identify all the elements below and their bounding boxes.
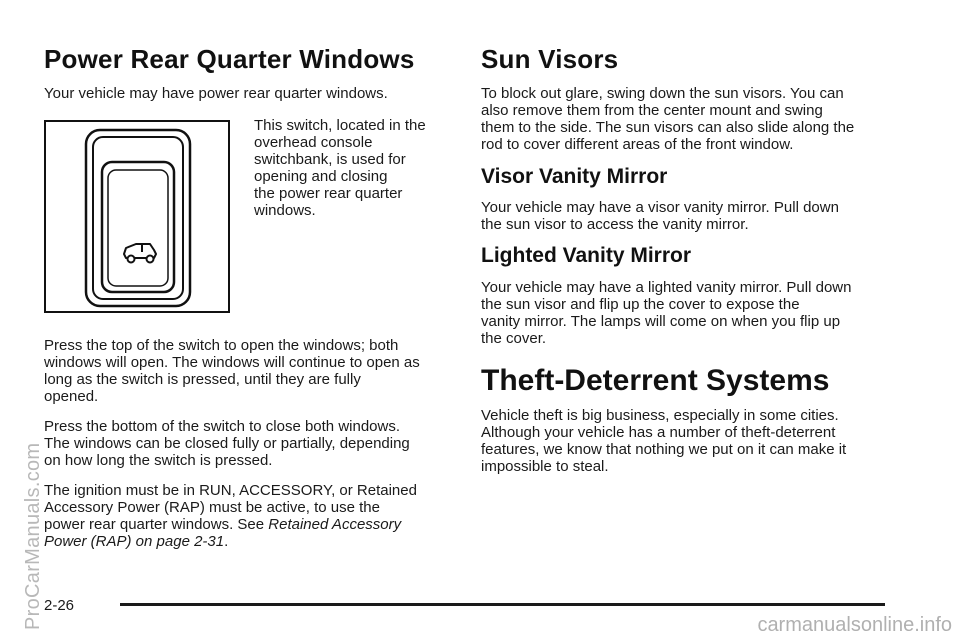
para-open-line: windows will open. The windows will continue to open as	[44, 354, 420, 371]
sunvisor-line: rod to cover different areas of the front window.	[481, 136, 794, 153]
theft-line: Vehicle theft is big business, especially in some cities.	[481, 407, 839, 424]
theft-line: Although your vehicle has a number of theft-deterrent	[481, 424, 836, 441]
para-ignition-text: power rear quarter windows. See	[44, 516, 269, 533]
subheading-visor-vanity-mirror: Visor Vanity Mirror	[481, 165, 668, 188]
para-ignition-end: .	[224, 533, 229, 550]
rap-reference-link[interactable]: Retained Accessory	[268, 516, 402, 533]
caption-line: switchbank, is used for	[254, 151, 406, 168]
rear-window-switch-icon	[46, 122, 228, 311]
para-close-line: Press the bottom of the switch to close both windows.	[44, 418, 401, 435]
visor-line: Your vehicle may have a visor vanity mirror. Pull down	[481, 199, 839, 216]
rap-reference-link-cont[interactable]: Power (RAP) on page 2-31	[44, 533, 225, 550]
lighted-line: the cover.	[481, 330, 547, 347]
section-heading-sun-visors: Sun Visors	[481, 44, 619, 74]
caption-line: This switch, located in the	[254, 117, 426, 134]
page-number: 2-26	[44, 597, 75, 614]
caption-line: opening and closing	[254, 168, 388, 185]
sunvisor-line: them to the side. The sun visors can also slide along the	[481, 119, 855, 136]
section-heading-theft-deterrent: Theft-Deterrent Systems	[481, 364, 830, 397]
para-close-line: The windows can be closed fully or partially, depending	[44, 435, 410, 452]
visor-line: the sun visor to access the vanity mirror.	[481, 216, 749, 233]
para-open-line: Press the top of the switch to open the windows; both	[44, 337, 399, 354]
sunvisor-line: To block out glare, swing down the sun visors. You can	[481, 85, 844, 102]
para-ignition-line	[44, 533, 228, 550]
lighted-line: the sun visor and flip up the cover to expose the	[481, 296, 800, 313]
footer-divider	[120, 603, 885, 606]
caption-line: windows.	[254, 202, 316, 219]
watermark-side: ProCarManuals.com	[22, 442, 44, 630]
sunvisor-line: also remove them from the center mount and swing	[481, 102, 823, 119]
intro-paragraph: Your vehicle may have power rear quarter windows.	[44, 85, 388, 102]
para-ignition-line	[44, 516, 401, 533]
lighted-line: Your vehicle may have a lighted vanity mirror. Pull down	[481, 279, 852, 296]
para-ignition-line: Accessory Power (RAP) must be active, to use the	[44, 499, 380, 516]
rear-window-switch-figure	[44, 120, 230, 313]
para-open-line: long as the switch is pressed, until they are fully	[44, 371, 361, 388]
para-ignition-line: The ignition must be in RUN, ACCESSORY, or Retained	[44, 482, 417, 499]
watermark-bottom: carmanualsonline.info	[757, 614, 952, 636]
lighted-line: vanity mirror. The lamps will come on when you flip up	[481, 313, 841, 330]
caption-line: overhead console	[254, 134, 373, 151]
theft-line: features, we know that nothing we put on it can make it	[481, 441, 847, 458]
subheading-lighted-vanity-mirror: Lighted Vanity Mirror	[481, 244, 692, 267]
para-close-line: on how long the switch is pressed.	[44, 452, 273, 469]
caption-line: the power rear quarter	[254, 185, 403, 202]
theft-line: impossible to steal.	[481, 458, 609, 475]
para-open-line: opened.	[44, 388, 99, 405]
section-heading-power-windows: Power Rear Quarter Windows	[44, 44, 415, 74]
